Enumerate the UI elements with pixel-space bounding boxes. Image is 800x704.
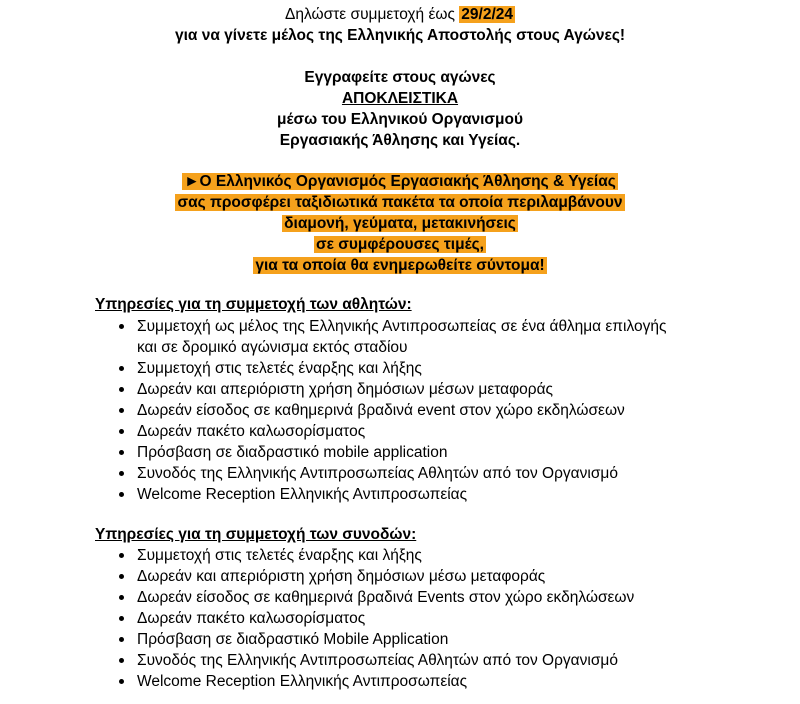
list-item: Δωρεάν και απεριόριστη χρήση δημόσιων μέσω μεταφοράς [137, 566, 634, 587]
list-item: Δωρεάν και απεριόριστη χρήση δημόσιων μέσων μεταφοράς [137, 379, 666, 400]
list-item: Δωρεάν πακέτο καλωσορίσματος [137, 608, 634, 629]
list-item: Πρόσβαση σε διαδραστικό Mobile Application [137, 629, 634, 650]
athletes-services-heading: Υπηρεσίες για τη συμμετοχή των αθλητών: [95, 296, 412, 313]
registration-line-4: Εργασιακής Άθλησης και Υγείας. [279, 132, 521, 149]
offer-line: για τα οποία θα ενημερωθείτε σύντομα! [255, 257, 545, 274]
registration-exclusive: ΑΠΟΚΛΕΙΣΤΙΚΑ [341, 90, 459, 107]
list-item: Συμμετοχή στις τελετές έναρξης και λήξης [137, 545, 634, 566]
deadline-date: 29/2/24 [461, 6, 513, 23]
offer-line: σε συμφέρουσες τιμές, [316, 236, 484, 253]
registration-block [0, 67, 800, 151]
offer-line: σας προσφέρει ταξιδιωτικά πακέτα τα οποία περιλαμβάνουν [177, 194, 623, 211]
list-item: Συμμετοχή στις τελετές έναρξης και λήξης [137, 358, 666, 379]
registration-line-1: Εγγραφείτε στους αγώνες [304, 69, 496, 86]
list-item: Δωρεάν είσοδος σε καθημερινά βραδινά event στον χώρο εκδηλώσεων [137, 400, 666, 421]
list-item: Δωρεάν είσοδος σε καθημερινά βραδινά Events στον χώρο εκδηλώσεων [137, 589, 635, 606]
list-item: Δωρεάν πακέτο καλωσορίσματος [137, 421, 666, 442]
list-item: Πρόσβαση σε διαδραστικό mobile application [137, 442, 666, 463]
deadline-line [0, 4, 800, 25]
offer-line: διαμονή, γεύματα, μετακινήσεις [284, 215, 516, 232]
deadline-subline: για να γίνετε μέλος της Ελληνικής Αποστολής στους Αγώνες! [174, 27, 626, 44]
registration-line-3: μέσω του Ελληνικού Οργανισμού [277, 111, 523, 128]
companions-services-list [137, 545, 634, 692]
athletes-services-list [137, 316, 666, 505]
list-item: Welcome Reception Ελληνικής Αντιπροσωπείας [137, 484, 666, 505]
list-item: Συμμετοχή ως μέλος της Ελληνικής Αντιπροσωπείας σε ένα άθλημα επιλογής [137, 318, 667, 335]
deadline-prefix: Δηλώστε συμμετοχή έως [285, 6, 460, 23]
list-item-continuation: και σε δρομικό αγώνισμα εκτός σταδίου [137, 339, 408, 356]
offer-line: ►Ο Ελληνικός Οργανισμός Εργασιακής Άθλησης & Υγείας [184, 173, 616, 190]
list-item: Συνοδός της Ελληνικής Αντιπροσωπείας Αθλητών από τον Οργανισμό [137, 650, 634, 671]
offer-block [0, 171, 800, 276]
list-item: Welcome Reception Ελληνικής Αντιπροσωπείας [137, 671, 634, 692]
deadline-block [0, 4, 800, 46]
list-item: Συνοδός της Ελληνικής Αντιπροσωπείας Αθλητών από τον Οργανισμό [137, 463, 666, 484]
companions-services-heading: Υπηρεσίες για τη συμμετοχή των συνοδών: [95, 526, 417, 543]
